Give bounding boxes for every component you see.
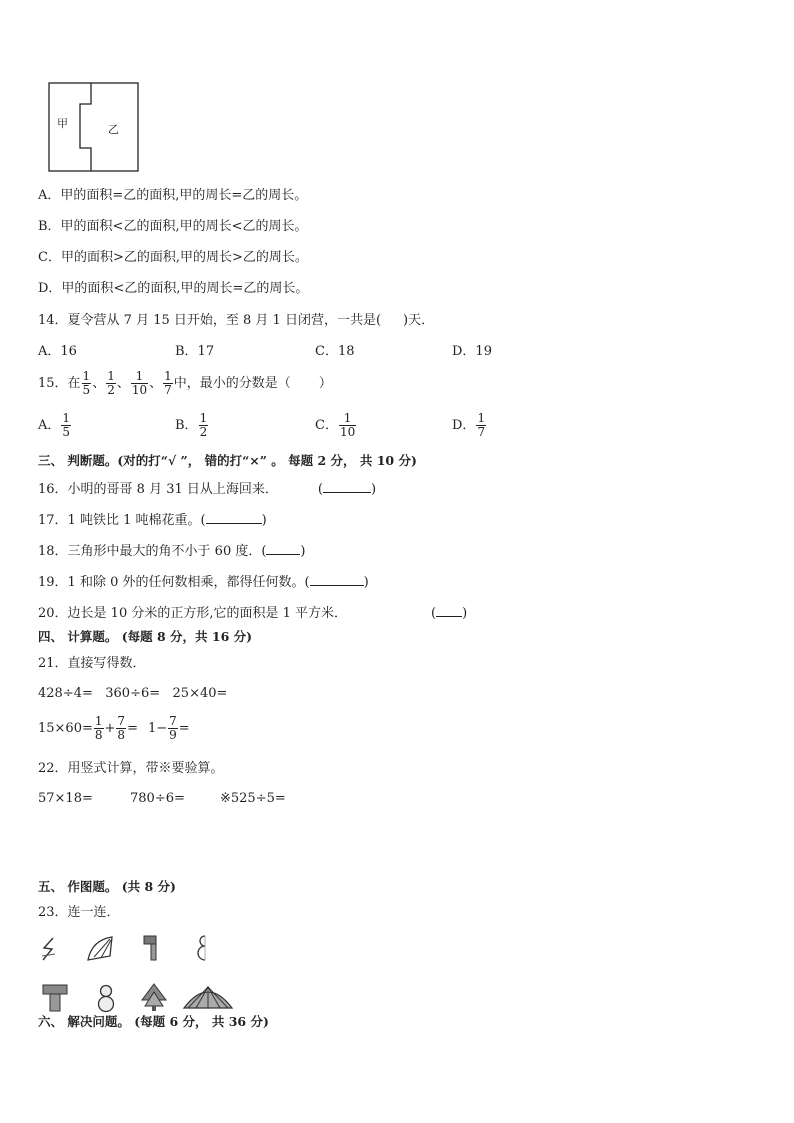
q22-item-1: 57×18= (38, 791, 93, 806)
q21-fraction-7-8: $\frac{7}{8}$ (117, 714, 126, 742)
q22-item-2: 780÷6= (130, 791, 185, 806)
gourd-icon (95, 983, 117, 1013)
q15-option-d: D． $\frac{1}{7}$ (452, 411, 486, 439)
umbrella-half-icon (86, 934, 114, 962)
q16: 16．小明的哥哥 8 月 31 日从上海回来． ( ) (38, 482, 377, 497)
table-lamp-half-icon (142, 934, 164, 962)
section-4-heading: 四、 计算题。 (每题 8 分，共 16 分) (38, 629, 253, 644)
q15-option-a: A． $\frac{1}{5}$ (38, 411, 71, 439)
q14-option-c: C．18 (315, 344, 355, 359)
q13-option-d: D．甲的面积<乙的面积,甲的周长=乙的周长。 (38, 281, 309, 296)
q15-fraction-3: $\frac{1}{10}$ (131, 369, 148, 397)
q14-stem-b: )天． (403, 313, 435, 328)
figure-label-jia: 甲 (57, 117, 68, 130)
q17: 17．1 吨铁比 1 吨棉花重。( ) (38, 513, 267, 528)
umbrella-icon (182, 984, 234, 1010)
section-3-heading: 三、 判断题。(对的打“√ ”， 错的打“×” 。 每题 2 分， 共 10 分) (38, 453, 417, 468)
table-lamp-icon (40, 983, 70, 1013)
q15-fraction-4: $\frac{1}{7}$ (164, 369, 172, 397)
q18-answer-blank[interactable] (266, 542, 300, 555)
q19-answer-blank[interactable] (310, 573, 364, 586)
q15-fraction-1: $\frac{1}{5}$ (82, 369, 91, 397)
q21-title: 21．直接写得数． (38, 656, 146, 671)
q14-option-d: D．19 (452, 344, 492, 359)
q17-answer-blank[interactable] (206, 511, 262, 524)
q14-option-b: B．17 (175, 344, 215, 359)
q13-option-c: C．甲的面积>乙的面积,甲的周长>乙的周长。 (38, 250, 308, 265)
lightning-half-icon (40, 936, 60, 962)
q15-fraction-2: $\frac{1}{2}$ (107, 369, 115, 397)
figure-label-yi: 乙 (108, 123, 119, 136)
q20-answer-blank[interactable] (436, 604, 462, 617)
q13-option-b: B．甲的面积<乙的面积,甲的周长<乙的周长。 (38, 219, 308, 234)
q22-title: 22．用竖式计算，带※要验算。 (38, 761, 224, 776)
q15-suffix: 中，最小的分数是（ (173, 376, 291, 391)
q13-option-a: A．甲的面积=乙的面积,甲的周长=乙的周长。 (38, 188, 308, 203)
q18: 18．三角形中最大的角不小于 60 度．( ) (38, 544, 306, 559)
q19: 19．1 和除 0 外的任何数相乘，都得任何数。( ) (38, 575, 369, 590)
q15-option-c: C． $\frac{1}{10}$ (315, 411, 356, 439)
q16-answer-blank[interactable] (323, 480, 371, 493)
q15-prefix: 15．在 (38, 376, 81, 391)
gourd-half-icon (193, 934, 209, 962)
q21-fraction-1-8: $\frac{1}{8}$ (94, 714, 103, 742)
q21-fraction-7-9: $\frac{7}{9}$ (169, 714, 177, 742)
q21-row-1: 428÷4= 360÷6= 25×40= (38, 686, 228, 701)
q14-stem (38, 313, 434, 329)
q15-stem: 15．在 $\frac{1}{5}$ 、 $\frac{1}{2}$ 、 $\frac{1}{10}$ 、 $\frac{1}{7}$ 中，最小的分数是（ ） (38, 369, 332, 397)
section-6-heading: 六、 解决问题。 (每题 6 分， 共 36 分) (38, 1014, 269, 1029)
q23-title: 23．连一连． (38, 905, 120, 920)
q21-row-2: 15×60= $\frac{1}{8}$ + $\frac{7}{8}$ = 1− $\frac{7}{9}$ = (38, 714, 190, 742)
q20: 20．边长是 10 分米的正方形,它的面积是 1 平方米． ( ) (38, 606, 468, 621)
q14-option-a: A．16 (38, 344, 77, 359)
q15-option-b: B． $\frac{1}{2}$ (175, 411, 208, 439)
q14-stem-a: 14．夏令营从 7 月 15 日开始，至 8 月 1 日闭营，一共是( (38, 313, 382, 328)
tree-icon (139, 982, 169, 1012)
q22-item-3: ※525÷5= (220, 791, 286, 806)
section-5-heading: 五、 作图题。 (共 8 分) (38, 879, 176, 894)
